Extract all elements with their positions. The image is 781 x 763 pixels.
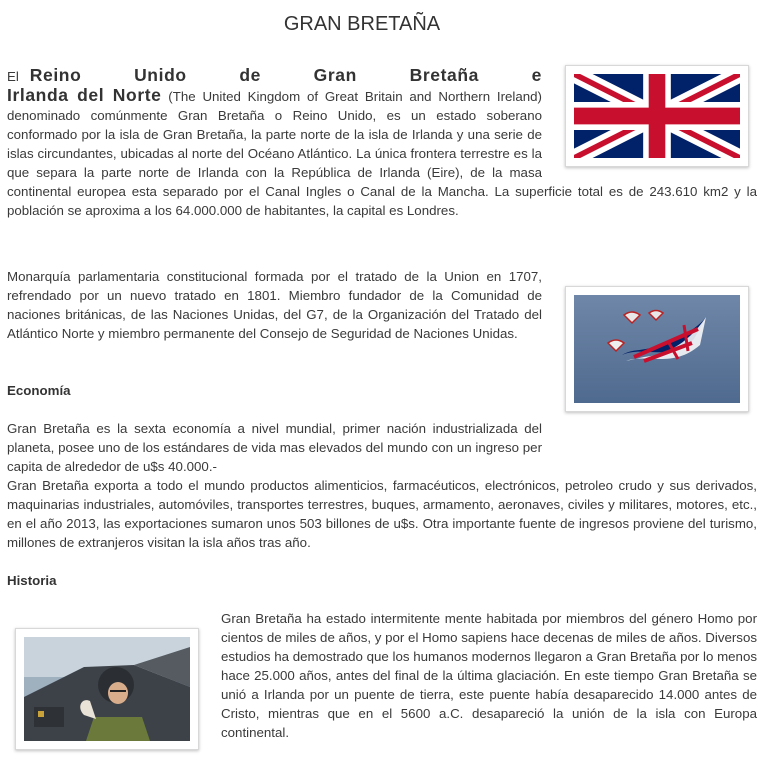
- flag-float-spacer: [542, 66, 757, 164]
- economia-text-1: Gran Bretaña es la sexta economía a nivel mundial, primer nación industrializada del planeta, posee uno de los estándares de vida mas elevados del mundo con un ingreso per capita de alrededor de u$s 40.000.-: [7, 421, 542, 474]
- intro-lead-in: El: [7, 69, 19, 84]
- pilot-image: [15, 628, 199, 750]
- monarquia-text: Monarquía parlamentaria constitucional formada por el tratado de la Union en 1707, refrendado por un nuevo tratado en 1801. Miembro fundador de la Comunidad de naciones británicas, de las Naciones Unidas, del G7, de la Organización del Tratado del Atlántico Norte y miembro permanente del Consejo de Seguridad de Naciones Unidas.: [7, 269, 542, 341]
- historia-heading: Historia: [7, 573, 57, 588]
- country-name-line2: Irlanda del Norte: [7, 85, 162, 105]
- country-name-line1: Reino Unido de Gran Bretaña e: [29, 65, 542, 85]
- economia-heading: Economía: [7, 383, 71, 398]
- pilot-cockpit-photo: [24, 637, 190, 741]
- monarquia-paragraph: [7, 267, 757, 347]
- parachute-float-spacer: [542, 267, 757, 347]
- historia-paragraph: Gran Bretaña ha estado intermitente mente habitada por miembros del género Homo por cientos de miles de años, y por el Homo sapiens hace decenas de miles de años. Diversos estudios ha demostrado que los humanos modernos llegaron a Gran Bretaña por lo menos hace 25.000 años, antes del final de la última glaciación. En este tiempo Gran Bretaña se unió a Irlanda por un puente de tierra, este puente había desaparecido 14.000 antes de Cristo, mientras que en el 5600 a.C. desapareció la unión de la isla con Europa continental.: [221, 611, 757, 740]
- economia-paragraph-2: Gran Bretaña exporta a todo el mundo productos alimenticios, farmacéuticos, electrónicos, petroleo crudo y sus derivados, maquinarias industriales, automóviles, transportes terrestres, buques, armamento, aeronaves, civiles y militares, motores, etc., en el año 2013, las exportaciones sumaron unos 503 billones de u$s. Otra importante fuente de ingresos proviene del turismo, millones de extranjeros visitan la isla años tras año.: [7, 478, 757, 550]
- intro-text: (The United Kingdom of Great Britain and Northern Ireland) denominado comúnmente Gran Bretaña o Reino Unido, es un estado soberano conformado por la isla de Gran Bretaña, la parte norte de la isla de Irlanda y una serie de islas circundantes, ubicadas al norte del Océano Atlántico. La única frontera terrestre es la que separa la parte norte de Irlanda con la República de Irlanda (Eire), de la masa continental europea esta separado por el Canal Ingles o Canal de la Mancha. La superficie total es de 243.610 km2 y la población se aproxima a los 64.000.000 de habitantes, la capital es Londres.: [7, 89, 757, 218]
- economia-paragraph-1: [7, 419, 757, 476]
- economia-float-spacer: [542, 419, 757, 439]
- page-title: GRAN BRETAÑA: [283, 13, 441, 35]
- intro-paragraph: [7, 66, 757, 220]
